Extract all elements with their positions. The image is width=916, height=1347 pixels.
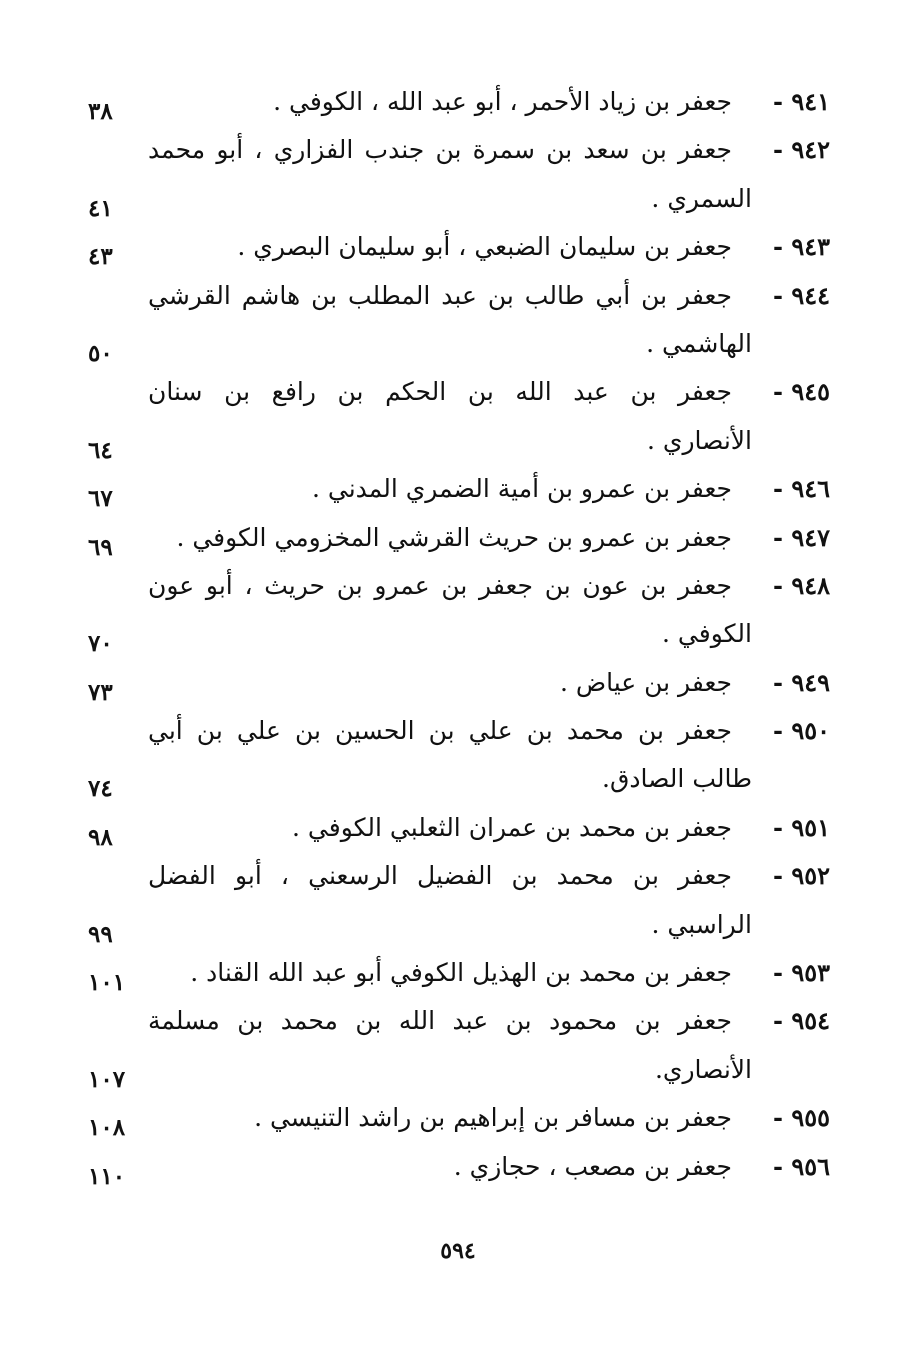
entry-title: جعفر بن سعد بن سمرة بن جندب الفزاري ، أبو محمد	[148, 135, 732, 165]
entry-title: جعفر بن محمد بن الفضيل الرسعني ، أبو الفضل	[148, 861, 732, 891]
entry-title-continuation: طالب الصادق.	[602, 764, 752, 794]
entry-line	[88, 465, 830, 513]
entry-page-ref: ٤٣	[88, 243, 113, 271]
entry-number: ٩٤٢ -	[773, 135, 830, 165]
entry-title: جعفر بن سليمان الضبعي ، أبو سليمان البصري .	[237, 232, 732, 262]
entry-number: ٩٥٦ -	[773, 1151, 830, 1181]
entry-title: جعفر بن محمد بن عمران الثعلبي الكوفي .	[292, 812, 732, 842]
entry-title: جعفر بن عياض .	[559, 667, 732, 697]
entry-number: ٩٤٨ -	[773, 570, 830, 600]
entry-title: جعفر بن محمود بن عبد الله بن محمد بن مسلمة	[148, 1006, 732, 1036]
entry-line	[88, 417, 830, 465]
entry-number: ٩٤١ -	[773, 87, 830, 116]
entry-line	[88, 320, 830, 368]
entry-title-continuation: الأنصاري .	[647, 425, 752, 455]
entry-title-continuation: الهاشمي .	[646, 328, 752, 358]
entry-line	[88, 610, 830, 658]
entry-title-continuation: الراسبي .	[651, 909, 752, 939]
entry-line	[88, 1046, 830, 1094]
entry-title: جعفر بن زياد الأحمر ، أبو عبد الله ، الكوفي .	[273, 87, 732, 116]
entry-page-ref: ٦٩	[88, 533, 113, 561]
entry-page-ref: ٧٤	[88, 775, 113, 803]
page-number: ٥٩٤	[440, 1238, 476, 1264]
entry-title-continuation: الأنصاري.	[654, 1054, 752, 1084]
entry-page-ref: ٣٨	[88, 98, 113, 125]
entry-title: جعفر بن مصعب ، حجازي .	[453, 1151, 732, 1181]
entry-number: ٩٤٣ -	[773, 232, 830, 262]
entry-page-ref: ١٠٨	[88, 1114, 126, 1142]
entry-page-ref: ٩٩	[88, 920, 113, 948]
entry-page-ref: ١٠١	[88, 969, 126, 997]
entry-number: ٩٤٩ -	[773, 667, 830, 697]
entry-line	[88, 175, 830, 223]
entry-title-continuation: الكوفي .	[662, 619, 752, 649]
entry-line	[88, 755, 830, 803]
entry-page-ref: ٤١	[88, 194, 113, 222]
entry-line	[88, 272, 830, 320]
entry-line	[88, 949, 830, 997]
entry-title: جعفر بن أبي طالب بن عبد المطلب بن هاشم القرشي	[148, 280, 732, 310]
entry-page-ref: ٦٤	[88, 436, 113, 464]
entry-title: جعفر بن عون بن جعفر بن عمرو بن حريث ، أبو عون	[148, 570, 732, 600]
entry-line	[88, 514, 830, 562]
entry-line	[88, 1143, 830, 1191]
entry-page-ref: ٧٠	[88, 630, 113, 658]
entry-line	[88, 659, 830, 707]
entry-number: ٩٥٣ -	[773, 958, 830, 988]
entry-line	[88, 901, 830, 949]
entry-number: ٩٥٠ -	[773, 716, 830, 746]
entry-line	[88, 126, 830, 174]
entry-line	[88, 78, 830, 126]
entry-title: جعفر بن عمرو بن أمية الضمري المدني .	[311, 474, 732, 504]
entry-number: ٩٥١ -	[773, 812, 830, 842]
entry-number: ٩٤٦ -	[773, 474, 830, 504]
entry-line	[88, 997, 830, 1045]
entry-page-ref: ٦٧	[88, 485, 113, 513]
entry-page-ref: ١١٠	[88, 1162, 126, 1190]
entry-line	[88, 223, 830, 271]
entry-title: جعفر بن محمد بن الهذيل الكوفي أبو عبد الله القناد .	[190, 958, 732, 988]
entry-number: ٩٥٢ -	[773, 861, 830, 891]
entry-line	[88, 852, 830, 900]
entry-title: جعفر بن محمد بن علي بن الحسين بن علي بن أبي	[148, 716, 732, 746]
entry-title: جعفر بن عمرو بن حريث القرشي المخزومي الكوفي .	[176, 522, 732, 552]
entry-page-ref: ١٠٧	[88, 1065, 126, 1093]
entry-line	[88, 368, 830, 416]
entry-line	[88, 562, 830, 610]
entry-number: ٩٥٥ -	[773, 1103, 830, 1133]
entry-number: ٩٥٤ -	[773, 1006, 830, 1036]
entry-title: جعفر بن عبد الله بن الحكم بن رافع بن سنان	[148, 377, 732, 407]
entry-title: جعفر بن مسافر بن إبراهيم بن راشد التنيسي .	[254, 1103, 732, 1133]
entry-number: ٩٤٤ -	[773, 280, 830, 310]
entry-line	[88, 1094, 830, 1142]
index-list	[88, 78, 830, 1191]
entry-number: ٩٤٥ -	[773, 377, 830, 407]
entry-number: ٩٤٧ -	[773, 522, 830, 552]
entry-page-ref: ٥٠	[88, 339, 113, 367]
entry-page-ref: ٩٨	[88, 823, 113, 851]
entry-title-continuation: السمري .	[651, 183, 752, 213]
entry-line	[88, 804, 830, 852]
entry-page-ref: ٧٣	[88, 678, 113, 706]
entry-line	[88, 707, 830, 755]
